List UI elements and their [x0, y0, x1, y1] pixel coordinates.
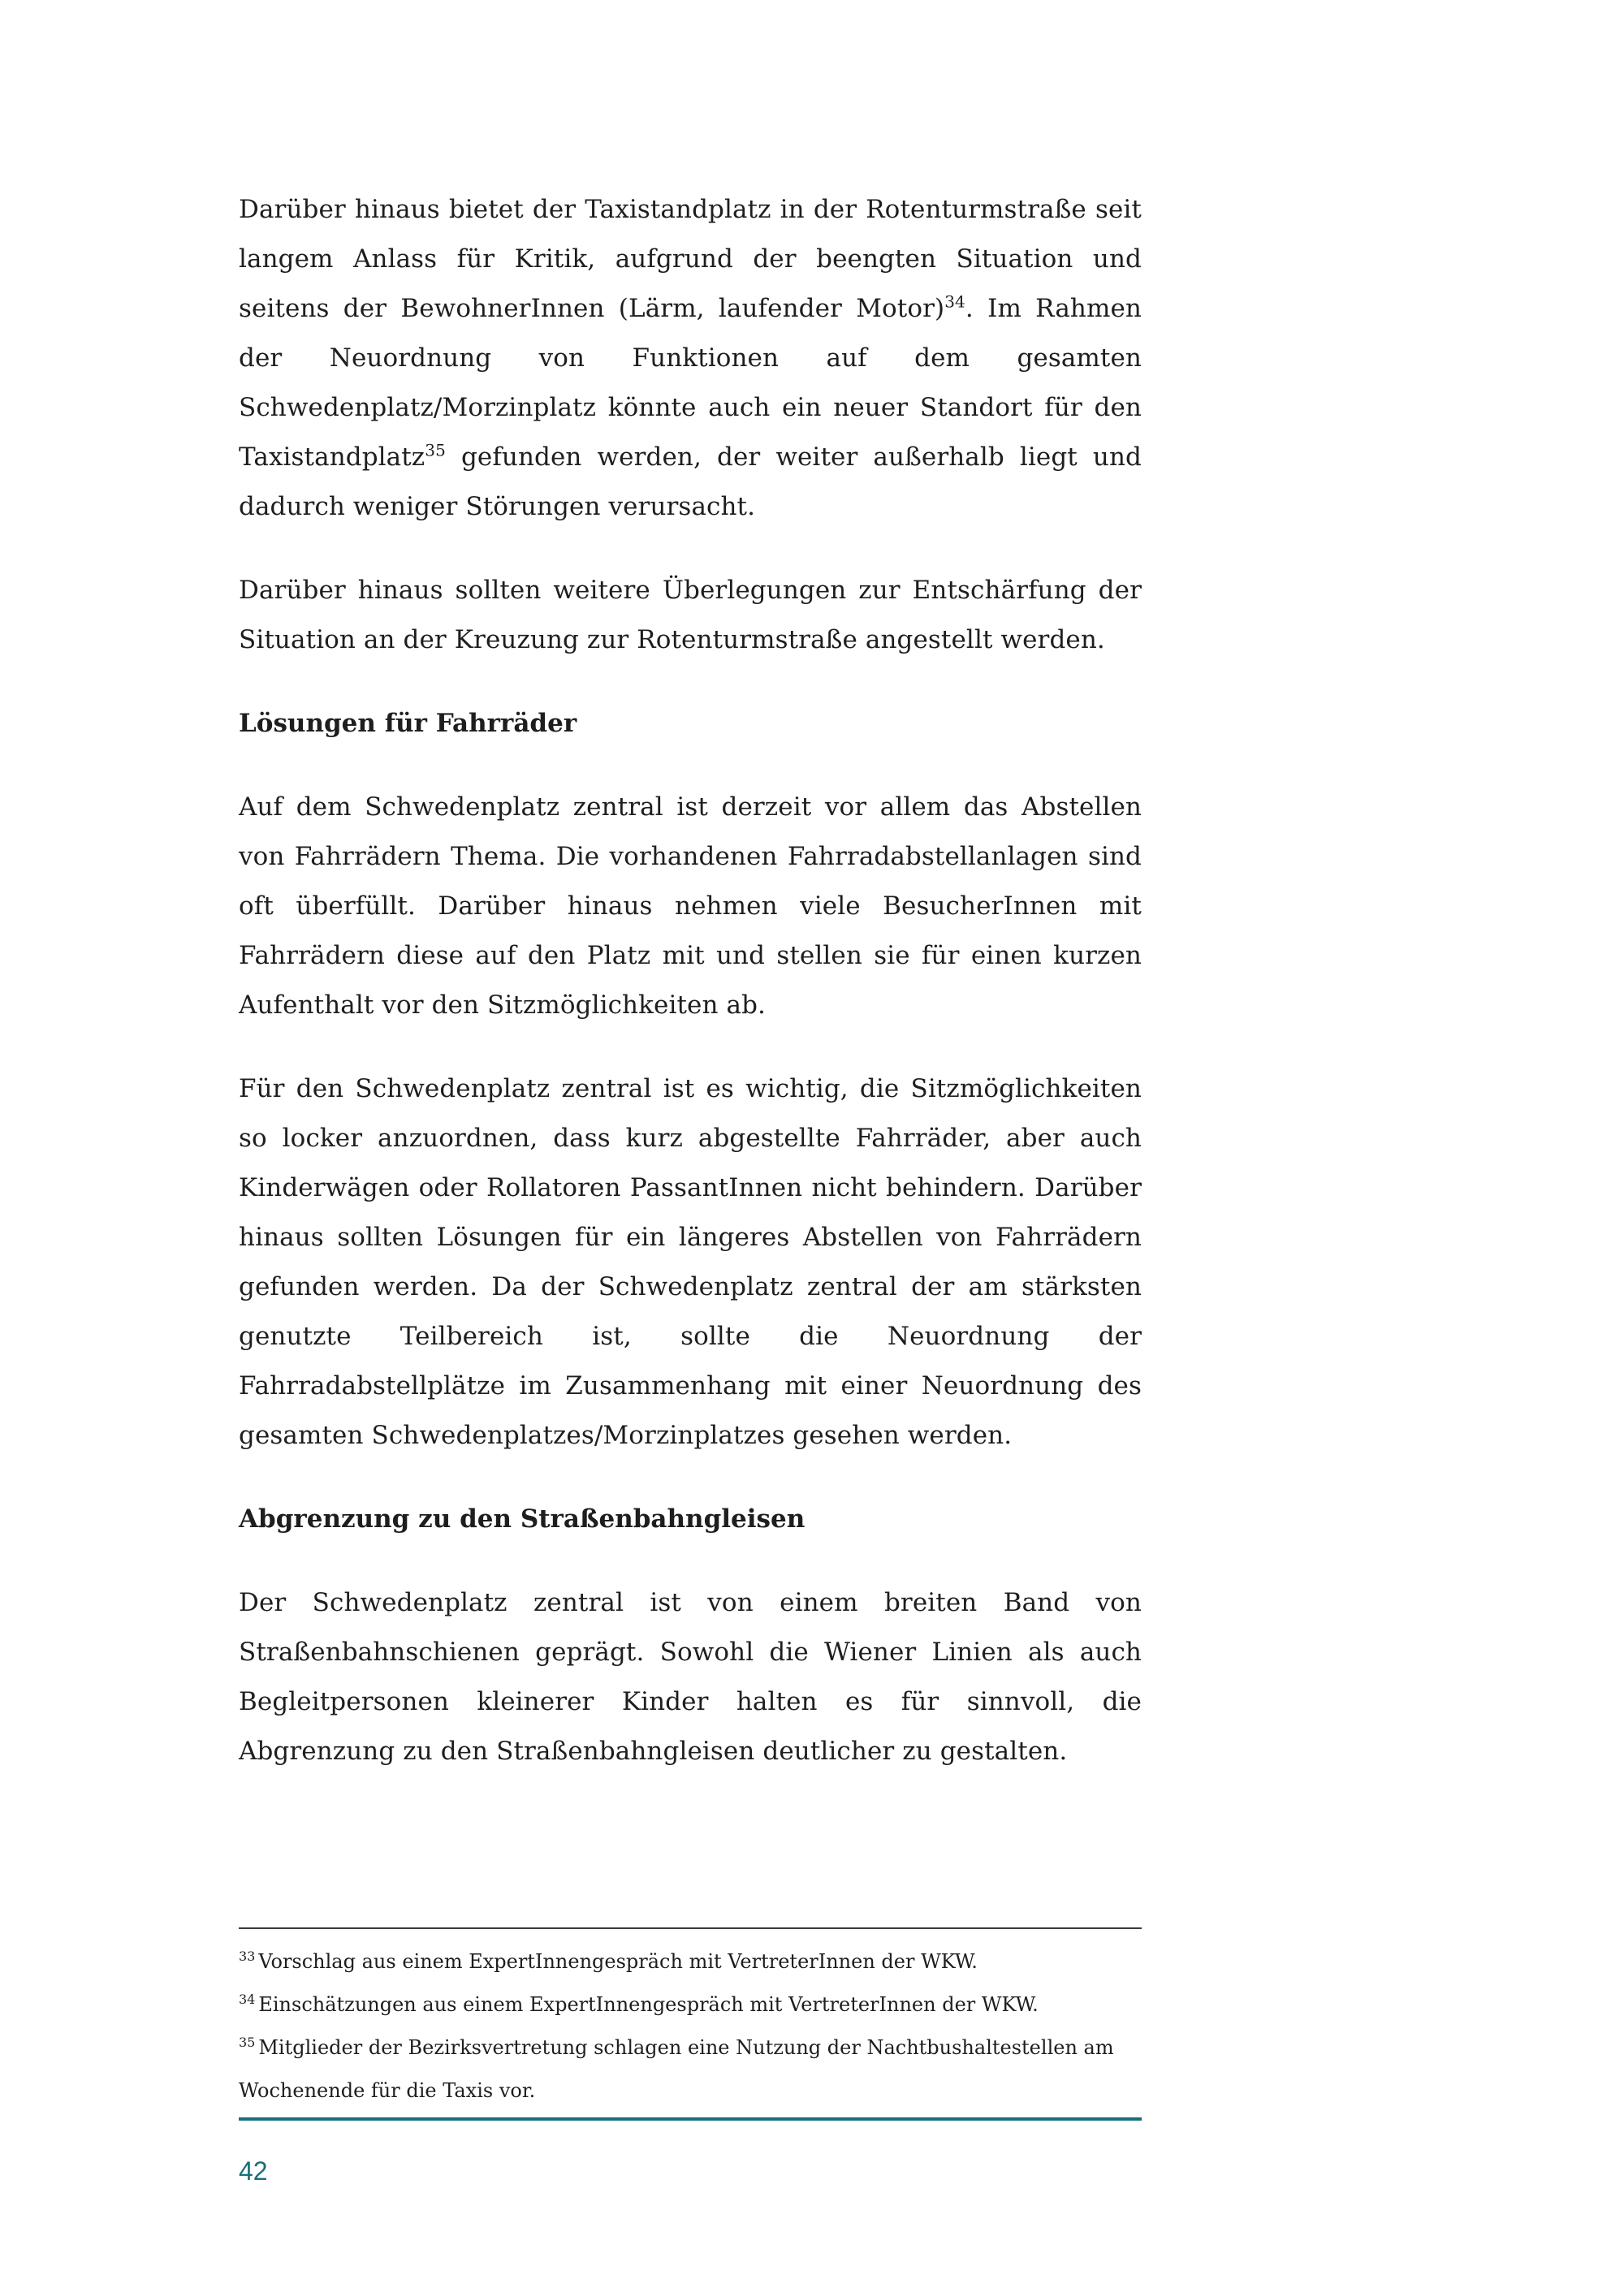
page-number: 42 — [239, 2156, 268, 2186]
paragraph-tram-tracks: Der Schwedenplatz zentral ist von einem breiten Band von Straßenbahnschienen geprägt. Sowohl die Wiener Linien als auch Begleitpersonen kleinerer Kinder halten es für sinnvoll, die Abgrenzung zu den Straßenbahngleisen deutlicher zu gestalten. — [239, 1588, 1142, 1766]
footnote-35 — [239, 2026, 1142, 2069]
footer-accent-rule — [239, 2117, 1142, 2121]
footnote-number: 34 — [239, 1992, 256, 2007]
heading-tram-tracks: Abgrenzung zu den Straßenbahngleisen — [239, 1504, 806, 1534]
paragraph-bicycle-parking: Auf dem Schwedenplatz zentral ist derzeit vor allem das Abstellen von Fahrrädern Thema. Die vorhandenen Fahrradabstellanlagen sind oft überfüllt. Darüber hinaus nehmen viele BesucherInnen mit Fahrrädern diese auf den Platz mit und stellen sie für einen kurzen Aufenthalt vor den Sitzmöglichkeiten ab. — [239, 792, 1142, 1020]
footnote-number: 33 — [239, 1949, 256, 1964]
paragraph-crossing: Darüber hinaus sollten weitere Überlegungen zur Entschärfung der Situation an der Kreuzung zur Rotenturmstraße angestellt werden. — [239, 576, 1142, 654]
main-content — [239, 185, 1142, 1810]
paragraph-text: Darüber hinaus bietet der Taxistandplatz in der Rotenturmstraße seit langem Anlass für Kritik, aufgrund der beengten Situation und seitens der BewohnerInnen (Lärm, laufender Motor) — [239, 195, 1142, 323]
footnote-text: Vorschlag aus einem ExpertInnengespräch mit VertreterInnen der WKW. — [258, 1950, 978, 1973]
footnote-number: 35 — [239, 2035, 256, 2050]
footnote-35-continuation: Wochenende für die Taxis vor. — [239, 2079, 536, 2102]
paragraph-seating-arrangement: Für den Schwedenplatz zentral ist es wichtig, die Sitzmöglichkeiten so locker anzuordnen, dass kurz abgestellte Fahrräder, aber auch Kinderwägen oder Rollatoren PassantInnen nicht behindern. Darüber hinaus sollten Lösungen für ein längeres Abstellen von Fahrrädern gefunden werden. Da der Schwedenplatz zentral der am stärksten genutzte Teilbereich ist, sollte die Neuordnung der Fahrradabstellplätze im Zusammenhang mit einer Neuordnung des gesamten Schwedenplatzes/Morzinplatzes gesehen werden. — [239, 1074, 1142, 1450]
footnote-text: Einschätzungen aus einem ExpertInnengespräch mit VertreterInnen der WKW. — [258, 1993, 1039, 2016]
footnote-33 — [239, 1940, 1142, 1983]
footnote-ref-35[interactable]: 35 — [425, 440, 446, 460]
paragraph-text: . Im Rahmen der Neuordnung von Funktionen auf dem gesamten Schwedenplatz/Morzinplatz könnte auch ein neuer Standort für den Taxistandplatz — [239, 294, 1142, 472]
footnote-ref-34[interactable]: 34 — [944, 291, 965, 312]
heading-bicycle-solutions: Lösungen für Fahrräder — [239, 709, 577, 738]
footnote-text: Mitglieder der Bezirksvertretung schlagen eine Nutzung der Nachtbushaltestellen am — [258, 2036, 1114, 2059]
footnote-34 — [239, 1983, 1142, 2026]
paragraph-taxi-stand — [239, 185, 1142, 532]
footnote-divider — [239, 1927, 1142, 1929]
footnotes-section — [239, 1940, 1142, 2113]
paragraph-text: gefunden werden, der weiter außerhalb liegt und dadurch weniger Störungen verursacht. — [239, 442, 1142, 521]
